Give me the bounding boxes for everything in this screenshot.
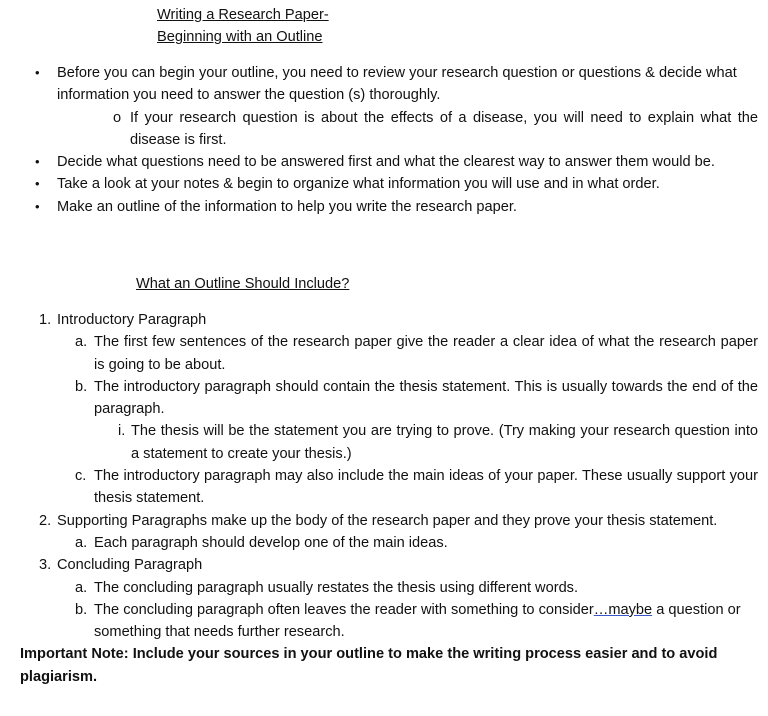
outline-list	[20, 309, 758, 688]
section-heading: What an Outline Should Include?	[136, 276, 350, 292]
outline-subsubitem-label: i.	[118, 423, 126, 440]
outline-subitem-text-continued: a question or something that needs further research.	[94, 601, 741, 641]
outline-number: 3.	[39, 557, 52, 574]
bullet-item	[20, 173, 758, 195]
outline-subitem-label: b.	[75, 378, 88, 395]
outline-subitem	[20, 331, 758, 376]
outline-subitem-label: a.	[75, 534, 88, 551]
outline-subsubitem	[20, 420, 758, 465]
outline-subsubitem-text: The thesis will be the statement you are trying to prove. (Try making your research question into a statement to create your thesis.)	[131, 423, 758, 462]
outline-subitem	[20, 599, 758, 644]
important-note: Important Note: Include your sources in your outline to make the writing process easier and to avoid plagiarism.	[20, 646, 718, 685]
spellcheck-underlined-word: …maybe	[593, 601, 653, 618]
bullet-text: Decide what questions need to be answered first and what the clearest way to answer them would be.	[57, 154, 715, 171]
outline-subitem-label: b.	[75, 601, 88, 618]
outline-subitem-text: Each paragraph should develop one of the main ideas.	[94, 534, 448, 551]
outline-subitem-text: The introductory paragraph may also include the main ideas of your paper. These usually support your thesis statement.	[94, 468, 758, 507]
outline-subitem	[20, 532, 758, 554]
outline-subitem-text: The introductory paragraph should contain the thesis statement. This is usually towards the end of the paragraph.	[94, 378, 758, 418]
outline-subitem-label: a.	[75, 579, 88, 596]
outline-subitem	[20, 376, 758, 421]
bullet-text: Before you can begin your outline, you need to review your research question or questions & decide what information you need to answer the question (s) thoroughly.	[57, 65, 737, 104]
outline-subitem-text: The concluding paragraph usually restates the thesis using different words.	[94, 579, 579, 596]
sub-bullet-text: If your research question is about the effects of a disease, you will need to explain what the disease is first.	[130, 109, 758, 148]
outline-title: Supporting Paragraphs make up the body of the research paper and they prove your thesis statement.	[57, 512, 718, 529]
bullet-icon: •	[35, 176, 40, 192]
bullet-item	[20, 196, 758, 218]
outline-number: 2.	[39, 512, 52, 529]
bullet-text: Make an outline of the information to help you write the research paper.	[57, 198, 517, 215]
bullet-item	[20, 151, 758, 173]
outline-number: 1.	[39, 312, 52, 328]
outline-subitem-text: The first few sentences of the research paper give the reader a clear idea of what the research paper is going to be about.	[94, 334, 758, 373]
bullet-item	[20, 62, 758, 151]
bullet-icon: •	[35, 65, 40, 80]
outline-title: Introductory Paragraph	[57, 312, 207, 328]
outline-item-supporting	[20, 510, 758, 532]
sub-bullet-marker: o	[113, 109, 122, 126]
outline-subitem-label: a.	[75, 334, 88, 351]
outline-subitem-text: The concluding paragraph often leaves the reader with something to consider	[94, 601, 594, 618]
intro-bullet-list	[20, 62, 758, 218]
document-title-line-2: Beginning with an Outline	[157, 29, 323, 45]
bullet-text: Take a look at your notes & begin to organize what information you will use and in what order.	[57, 176, 660, 193]
bullet-icon: •	[35, 154, 40, 170]
outline-subitem	[20, 465, 758, 510]
outline-subitem-label: c.	[75, 468, 87, 485]
outline-title: Concluding Paragraph	[57, 557, 203, 574]
outline-item-introductory	[20, 309, 758, 331]
outline-subitem	[20, 577, 758, 599]
outline-item-concluding	[20, 554, 758, 576]
bullet-icon: •	[35, 198, 40, 214]
document-title-line-1: Writing a Research Paper-	[157, 7, 329, 23]
sub-bullet-item	[57, 107, 758, 152]
